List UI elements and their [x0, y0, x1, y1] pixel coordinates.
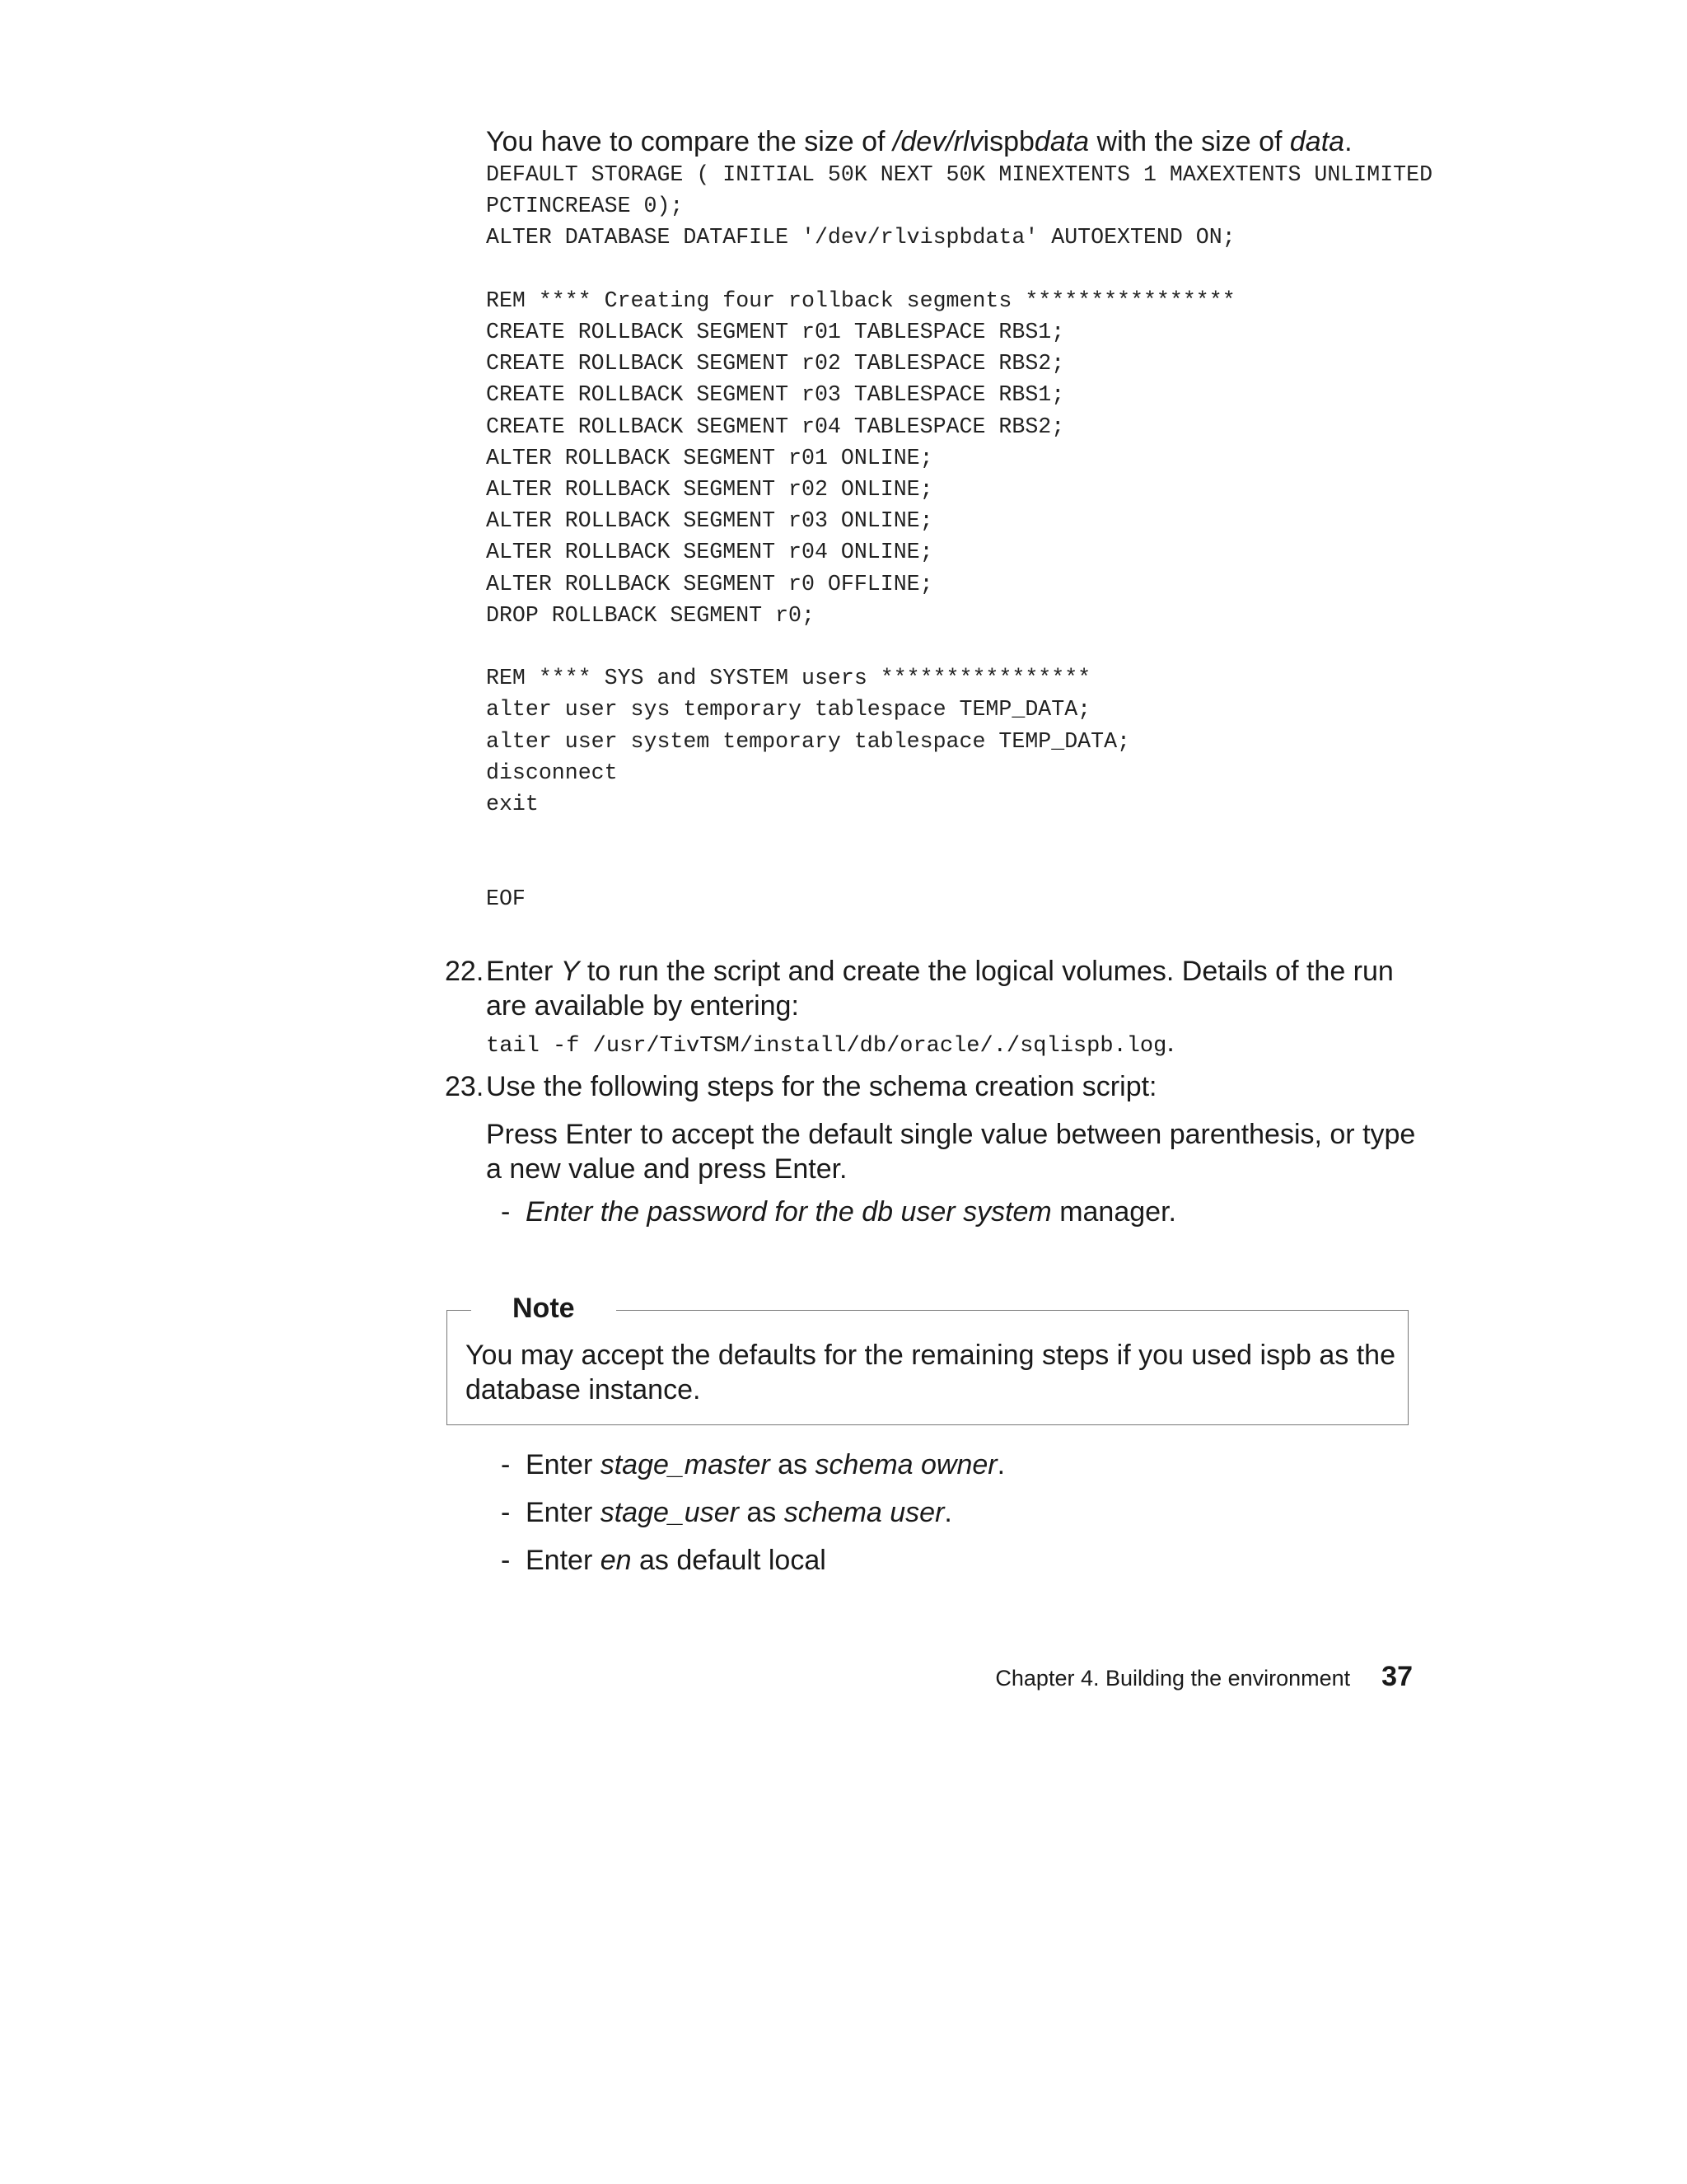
step-22-key: Y	[560, 956, 580, 987]
bullet-dash: -	[501, 1196, 511, 1228]
press-enter-paragraph: Press Enter to accept the default single value between parenthesis, or type a new value and press Enter.	[486, 1119, 1416, 1185]
bullet-schema-owner-period: .	[997, 1449, 1006, 1480]
bullet-enter-password	[501, 1195, 1176, 1229]
step-23	[445, 1069, 1417, 1104]
code-line: ALTER ROLLBACK SEGMENT r04 ONLINE;	[486, 540, 933, 565]
bullet-schema-owner-value: stage_master	[600, 1449, 770, 1480]
bullet-default-locale-text-1: Enter	[526, 1545, 600, 1576]
bullet-default-locale-text-2: as default local	[631, 1545, 826, 1576]
code-line: DEFAULT STORAGE ( INITIAL 50K NEXT 50K MINEXTENTS 1 MAXEXTENTS UNLIMITED	[486, 162, 1433, 187]
bullet-default-locale	[501, 1543, 826, 1578]
code-line: EOF	[486, 886, 526, 911]
code-line: ALTER DATABASE DATAFILE '/dev/rlvispbdata' AUTOEXTEND ON;	[486, 225, 1236, 250]
code-line: REM **** Creating four rollback segments ****************	[486, 288, 1236, 313]
bullet-dash: -	[501, 1545, 511, 1576]
code-line: REM **** SYS and SYSTEM users ****************	[486, 666, 1091, 691]
code-line: disconnect	[486, 760, 618, 785]
code-line: PCTINCREASE 0);	[486, 194, 684, 219]
intro-path-prefix: /dev/rlv	[892, 126, 984, 157]
code-line: CREATE ROLLBACK SEGMENT r04 TABLESPACE RBS2;	[486, 414, 1065, 439]
code-line: CREATE ROLLBACK SEGMENT r01 TABLESPACE RBS1;	[486, 320, 1065, 345]
intro-data-term: data	[1289, 126, 1345, 157]
bullet-schema-user-text-2: as	[738, 1497, 784, 1528]
step-22-text-2: to run the script and create the logical volumes. Details of the run are available by entering:	[486, 956, 1394, 1022]
step-22-text	[486, 954, 1417, 1023]
code-line: ALTER ROLLBACK SEGMENT r0 OFFLINE;	[486, 571, 933, 596]
step-22-command-period: .	[1166, 1027, 1175, 1058]
bullet-schema-owner-term: schema owner	[815, 1449, 998, 1480]
step-22-number: 22.	[445, 956, 484, 987]
step-23-number: 23.	[445, 1071, 484, 1102]
code-line: CREATE ROLLBACK SEGMENT r03 TABLESPACE RBS1;	[486, 382, 1065, 408]
bullet-schema-user-term: schema user	[783, 1497, 945, 1528]
bullet-schema-user	[501, 1495, 952, 1530]
code-line: alter user sys temporary tablespace TEMP_DATA;	[486, 697, 1091, 723]
step-22-command: tail -f /usr/TivTSM/install/db/oracle/./sqlispb.log	[486, 1034, 1167, 1059]
code-line: DROP ROLLBACK SEGMENT r0;	[486, 602, 815, 628]
bullet-schema-user-value: stage_user	[600, 1497, 739, 1528]
bullet-default-locale-value: en	[600, 1545, 632, 1576]
intro-text-1: You have to compare the size of	[486, 126, 893, 157]
bullet-schema-owner-text-2: as	[769, 1449, 815, 1480]
note-title: Note	[471, 1290, 616, 1326]
step-23-text: Use the following steps for the schema creation script:	[486, 1071, 1157, 1102]
bullet-schema-owner-text-1: Enter	[526, 1449, 600, 1480]
bullet-schema-user-period: .	[944, 1497, 952, 1528]
code-line: ALTER ROLLBACK SEGMENT r02 ONLINE;	[486, 477, 933, 503]
note-text: You may accept the defaults for the remaining steps if you used ispb as the database instance.	[465, 1340, 1395, 1405]
bullet-dash: -	[501, 1497, 511, 1528]
bullet-schema-owner	[501, 1447, 1005, 1482]
page-footer	[906, 1661, 1413, 1693]
bullet-enter-password-text: manager.	[1051, 1196, 1176, 1228]
intro-text-2: with the size of	[1089, 126, 1290, 157]
code-line: alter user system temporary tablespace TEMP_DATA;	[486, 728, 1130, 754]
bullet-schema-user-text-1: Enter	[526, 1497, 600, 1528]
code-line: ALTER ROLLBACK SEGMENT r03 ONLINE;	[486, 508, 933, 534]
step-22-text-1: Enter	[486, 956, 561, 987]
footer-chapter-title: Chapter 4. Building the environment	[995, 1666, 1351, 1691]
intro-path-suffix: data	[1034, 126, 1090, 157]
code-line: exit	[486, 792, 539, 817]
bullet-dash: -	[501, 1449, 511, 1480]
intro-sentence	[486, 124, 1353, 160]
step-22	[445, 954, 1417, 1064]
footer-page-number: 37	[1381, 1661, 1413, 1692]
intro-period: .	[1344, 126, 1353, 157]
code-line: ALTER ROLLBACK SEGMENT r01 ONLINE;	[486, 445, 933, 470]
step-22-command-line	[486, 1025, 1417, 1064]
bullet-enter-password-italic: Enter the password for the db user system	[526, 1196, 1052, 1228]
code-line: CREATE ROLLBACK SEGMENT r02 TABLESPACE RBS2;	[486, 351, 1065, 376]
intro-path-middle: ispb	[983, 126, 1035, 157]
sql-code-block	[486, 159, 1432, 914]
